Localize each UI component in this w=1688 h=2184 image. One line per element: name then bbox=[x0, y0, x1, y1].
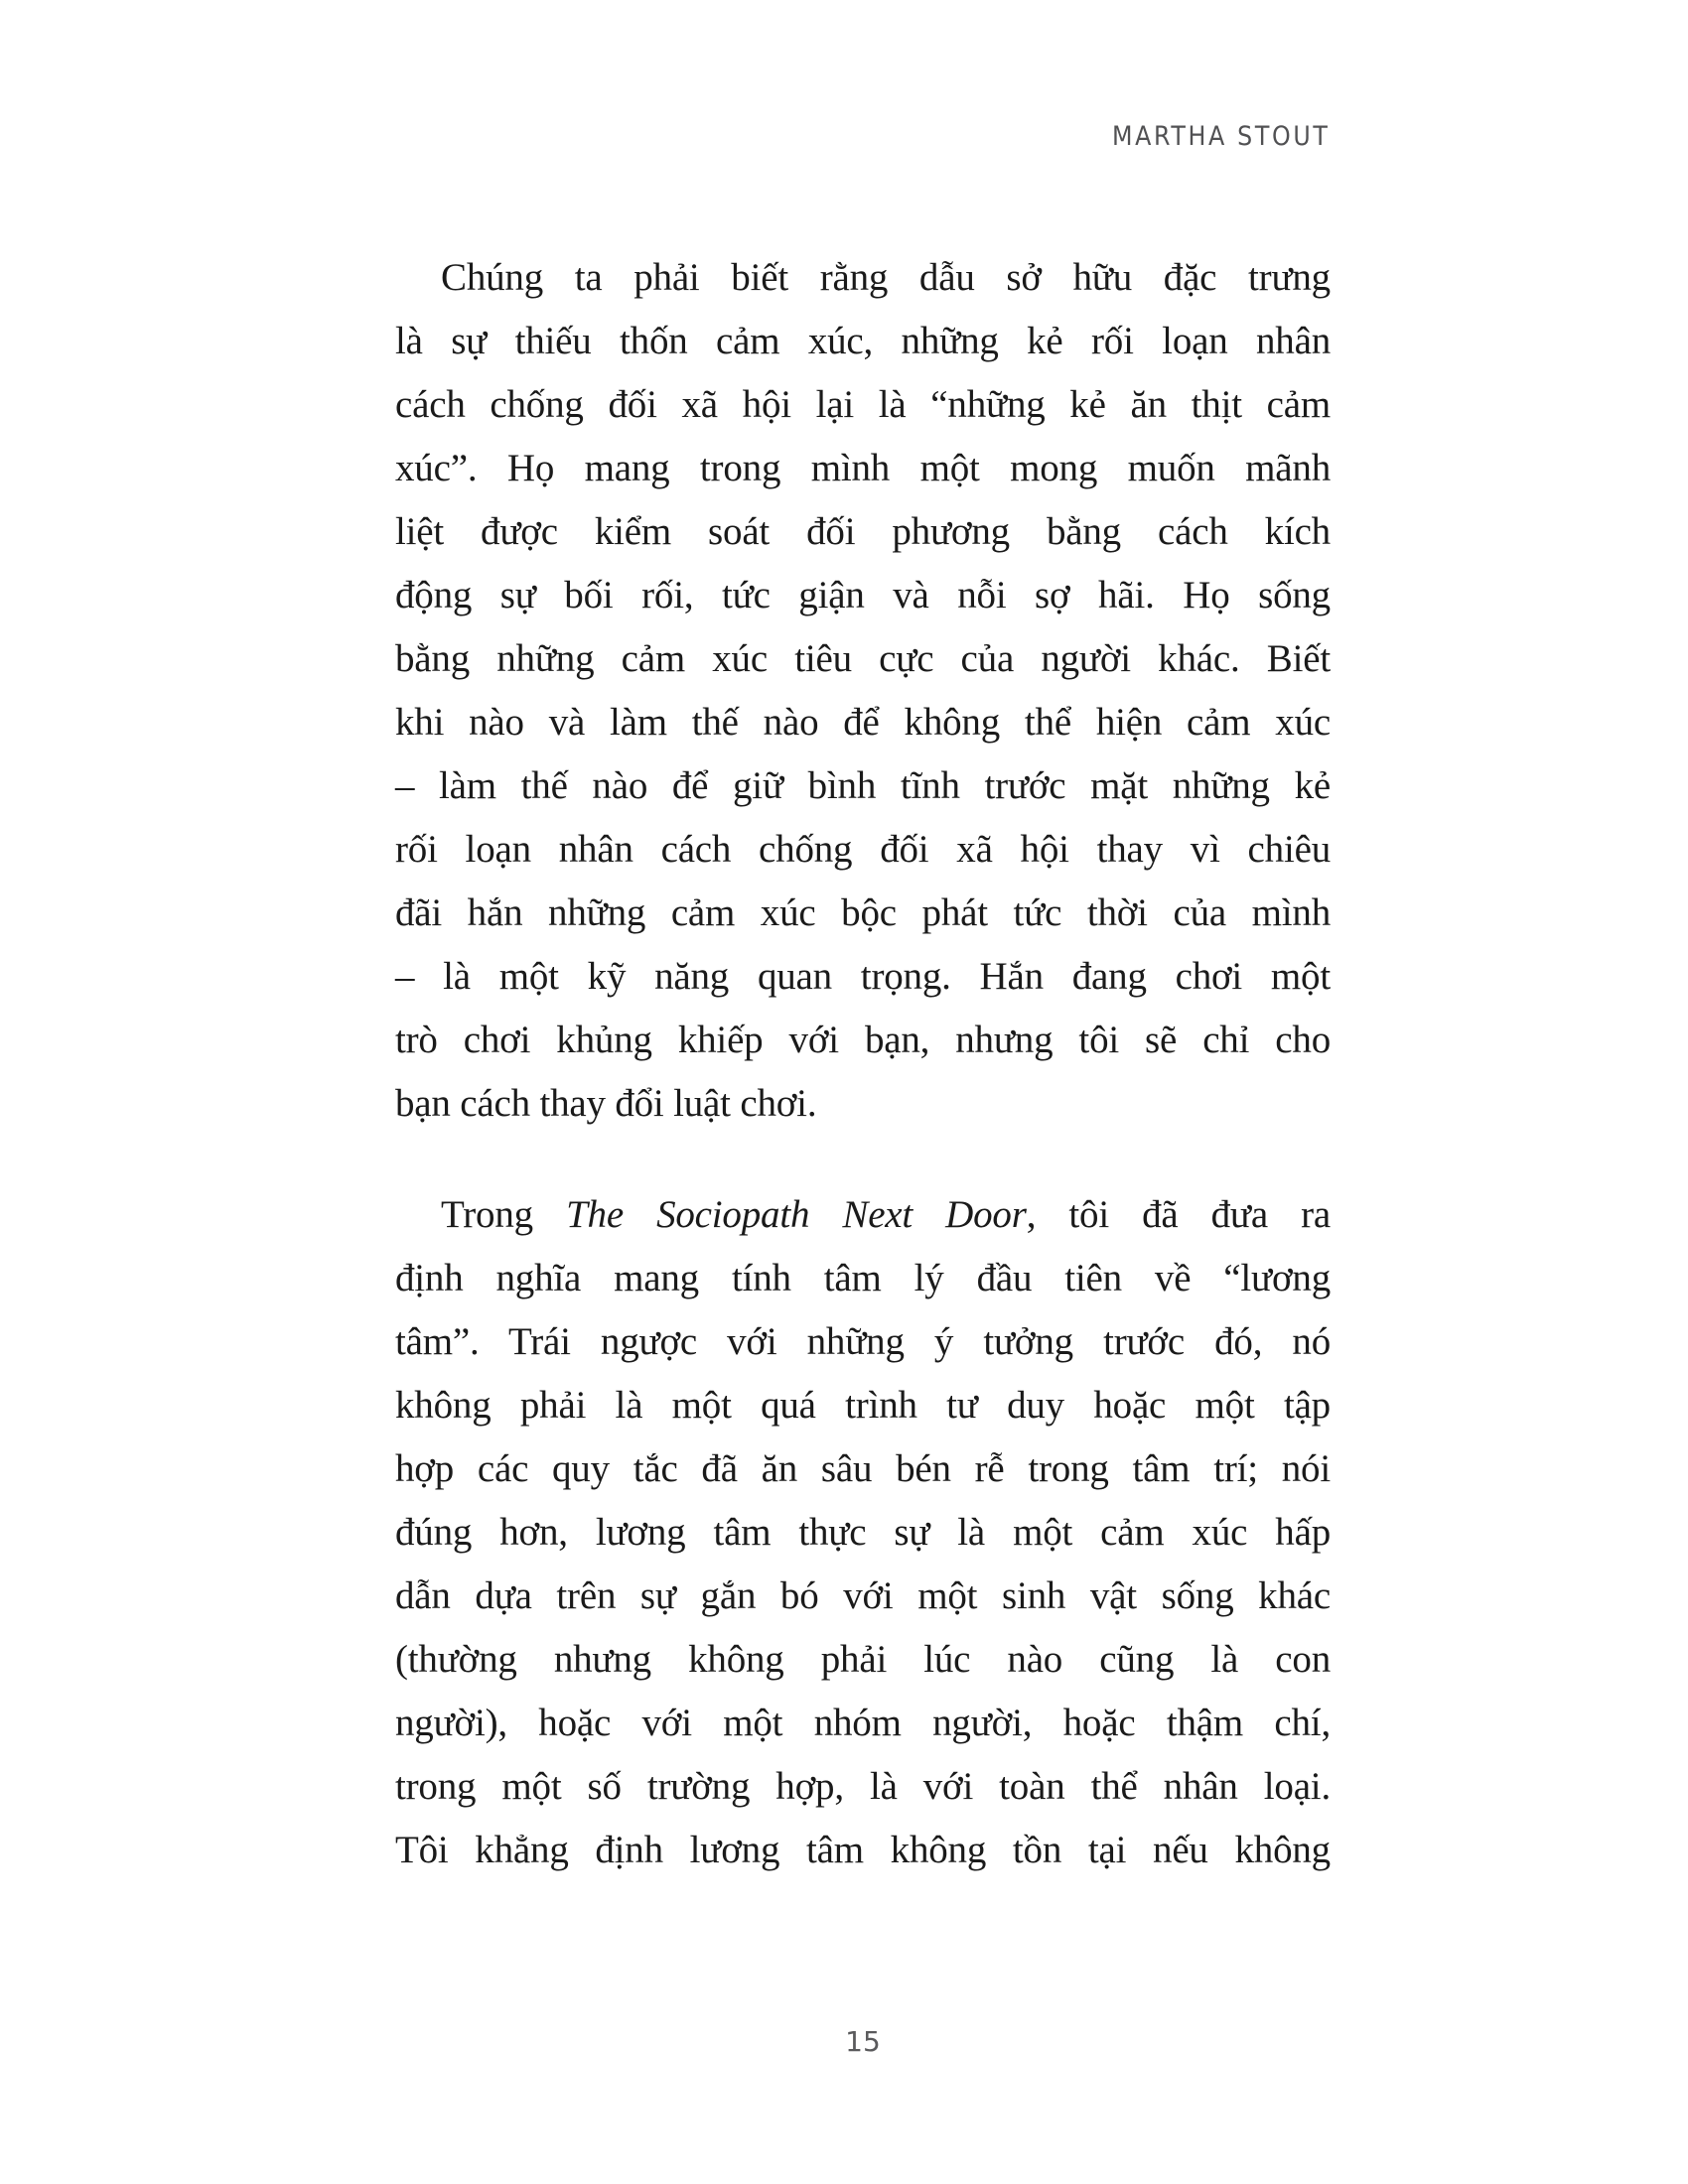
paragraph bbox=[395, 1183, 1331, 1882]
text-line bbox=[395, 691, 1331, 754]
text-line bbox=[395, 945, 1331, 1009]
text-line bbox=[395, 1501, 1331, 1565]
text-segment: bằng những cảm xúc tiêu cực của người khác. Biết bbox=[395, 637, 1331, 680]
text-line bbox=[395, 627, 1331, 691]
text-line bbox=[395, 246, 1331, 310]
text-segment: , tôi đã đưa ra bbox=[1026, 1193, 1331, 1236]
text-line bbox=[395, 882, 1331, 945]
text-segment: bạn cách thay đổi luật chơi. bbox=[395, 1082, 817, 1125]
running-header-author: MARTHA STOUT bbox=[1112, 121, 1331, 152]
paragraph bbox=[395, 246, 1331, 1136]
text-line bbox=[395, 754, 1331, 818]
text-segment: rối loạn nhân cách chống đối xã hội thay vì chiêu bbox=[395, 828, 1331, 871]
text-line bbox=[395, 818, 1331, 882]
book-title-italic: The Sociopath Next Door bbox=[566, 1193, 1027, 1236]
text-segment: Trong bbox=[441, 1193, 567, 1236]
text-line bbox=[395, 1072, 1331, 1136]
text-segment: (thường nhưng không phải lúc nào cũng là con bbox=[395, 1638, 1331, 1681]
text-segment: cách chống đối xã hội lại là “những kẻ ăn thịt cảm bbox=[395, 383, 1331, 426]
text-segment: trong một số trường hợp, là với toàn thể nhân loại. bbox=[395, 1765, 1331, 1808]
text-line bbox=[395, 1374, 1331, 1437]
text-line bbox=[395, 1628, 1331, 1692]
text-segment: khi nào và làm thế nào để không thể hiện cảm xúc bbox=[395, 701, 1331, 744]
text-line bbox=[395, 1183, 1331, 1247]
text-line bbox=[395, 1755, 1331, 1819]
text-line bbox=[395, 500, 1331, 564]
text-segment: đúng hơn, lương tâm thực sự là một cảm xúc hấp bbox=[395, 1511, 1331, 1554]
text-line bbox=[395, 564, 1331, 627]
text-segment: liệt được kiểm soát đối phương bằng cách kích bbox=[395, 510, 1331, 553]
text-line bbox=[395, 1009, 1331, 1072]
page-number: 15 bbox=[845, 2025, 881, 2058]
text-segment: tâm”. Trái ngược với những ý tưởng trước đó, nó bbox=[395, 1320, 1331, 1363]
text-line bbox=[395, 437, 1331, 500]
text-segment: người), hoặc với một nhóm người, hoặc thậm chí, bbox=[395, 1702, 1331, 1744]
text-segment: hợp các quy tắc đã ăn sâu bén rễ trong tâm trí; nói bbox=[395, 1447, 1331, 1490]
text-segment: không phải là một quá trình tư duy hoặc một tập bbox=[395, 1384, 1331, 1427]
text-line bbox=[395, 1437, 1331, 1501]
body-text bbox=[395, 246, 1331, 1882]
text-line bbox=[395, 1247, 1331, 1310]
text-segment: Chúng ta phải biết rằng dẫu sở hữu đặc trưng bbox=[441, 256, 1331, 299]
text-segment: là sự thiếu thốn cảm xúc, những kẻ rối loạn nhân bbox=[395, 320, 1331, 362]
text-line bbox=[395, 1565, 1331, 1628]
text-segment: xúc”. Họ mang trong mình một mong muốn mãnh bbox=[395, 447, 1331, 489]
text-segment: – là một kỹ năng quan trọng. Hắn đang chơi một bbox=[395, 955, 1331, 998]
text-segment: – làm thế nào để giữ bình tĩnh trước mặt những kẻ bbox=[395, 764, 1331, 807]
text-line bbox=[395, 1692, 1331, 1755]
text-segment: định nghĩa mang tính tâm lý đầu tiên về “lương bbox=[395, 1257, 1331, 1299]
text-line bbox=[395, 1310, 1331, 1374]
text-line bbox=[395, 1819, 1331, 1882]
text-segment: trò chơi khủng khiếp với bạn, nhưng tôi sẽ chỉ cho bbox=[395, 1019, 1331, 1061]
text-segment: động sự bối rối, tức giận và nỗi sợ hãi. Họ sống bbox=[395, 574, 1331, 616]
text-line bbox=[395, 373, 1331, 437]
text-segment: dẫn dựa trên sự gắn bó với một sinh vật sống khác bbox=[395, 1574, 1331, 1617]
text-segment: Tôi khẳng định lương tâm không tồn tại nếu không bbox=[395, 1829, 1331, 1871]
text-segment: đãi hắn những cảm xúc bộc phát tức thời của mình bbox=[395, 891, 1331, 934]
text-line bbox=[395, 310, 1331, 373]
